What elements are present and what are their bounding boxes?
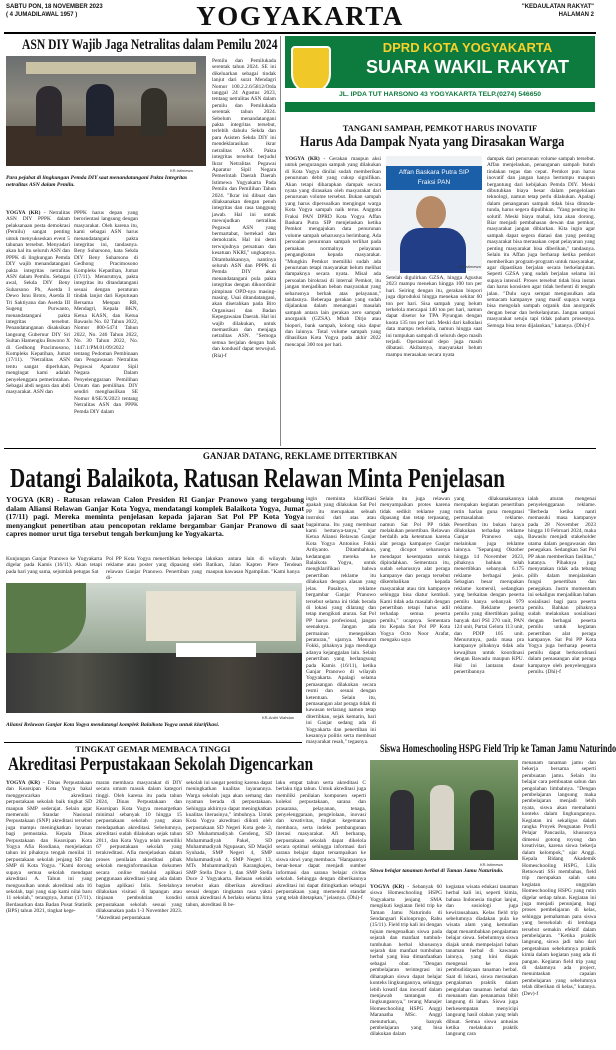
slogan: "KEDAULATAN RAKYAT" [521, 4, 594, 10]
person-body [400, 228, 466, 273]
photo-label-name: Affan Baskara Putra SIP [398, 169, 470, 176]
balaikota-caption: Aliansi Relawan Ganjar Kota Yogya mendatangi komplek Balaikota Yogya untuk klarifikasi. [6, 722, 220, 728]
perpus-kicker: TINGKAT GEMAR MEMBACA TINGGI [75, 744, 231, 754]
balaikota-headline: Datangi Balaikota, Ratusan Relawan Minta Penjelasan [10, 463, 505, 493]
dprd-logo [291, 46, 331, 94]
balaikota-kicker: GANJAR DATANG, REKLAME DITERTIBKAN [202, 451, 398, 461]
photo-label-fraction: Fraksi PAN [417, 179, 451, 186]
date-javanese: ( 4 JUMADILAWAL 1957 ) [6, 12, 78, 18]
column-divider [280, 36, 281, 446]
dateline: YOGYA (KR) [6, 780, 40, 786]
photo-person [470, 790, 494, 850]
hspg-caption: Siswa belajar tanaman herbal di Taman Jamu Naturindo. [370, 868, 504, 874]
photo-banner [176, 643, 256, 657]
photo-label-box [386, 166, 482, 190]
perpus-column-1: YOGYA (KR) - Dinas Perpustakaan dan Kearsipan Kota Yogya bakal menggencarkan akreditasi perpustakaan sekolah baik tingkat SD maupun SMP sederajat. Selain agar memenuhi Standar Nasional Perpustakaan (SNP) akreditasi tersebut juga mampu meningkatkan layanan bagi pemustaka. Kepala Dinas Perpustakaan dan Kearsipan Kota Yogya Afia Rosdiana, menjelaskan tahun ini pihaknya tengah menilai 11 perpustakaan sekolah jenjang SD dan SMP di Kota Yogya. "Kami dorong supaya semua sekolah mendapat akreditasi A. Tahun ini yang mengusulkan untuk akreditasi ada 16 sekolah, tapi yang siap kami nilai baru 11 sekolah," terangnya, Jumat (17/11). Berdasarkan data Badan Pusat Statistik (BPS) tahun 2021, tingkat kege- [6, 780, 92, 915]
balaikota-column-6: yang dilaksanakannya merupakan kegiatan penertiban rutin harian guna mengatasi permasalahan reklame. Penertiban itu bukan hanya dilakukan terhadap reklame Ganjar Pranowo saja, melainkan juga reklame lainnya. "Sepanjang Oktober hingga 14 November 2023, pihaknya bahkan telah menertibkan sebanyak 6.175 reklame berbagai jenis. Sebagian besar merupakan reklame komersil, sedangkan yang berkaitan dengan peserta pemilu hanya sebanyak 979 reklame. Reklame peserta pemilu yang ditertibkan paling banyak dari PSI 270 unit, PAN 124 unit, Partai Gelora 113 unit, dan PDIP 105 unit. Menurutnya, pada masa pra kampanye pihaknya tidak ada kewajiban untuk koordinasi dengan Bawaslu maupun KPU. Hal ini lantaran dasar penertibannya [454, 496, 524, 675]
hspg-photo [370, 760, 518, 860]
asn-headline: ASN DIY Wajib Jaga Netralitas dalam Pemilu 2024 [22, 37, 278, 53]
asn-caption: Para pejabat di lingkungan Pemda DIY saat menandatangani Pakta Integritas netralitas ASN dalam Pemilu. [6, 175, 188, 188]
sampah-column-2: Setelah digulirkan GZSA, hingga Agustus 2023 mampu menekan hingga 100 ton per hari. Seiring dengan itu, gerakan biopori juga diproduksi hingga menekan sekitar 60 ton per hari. Sisa sampah yang belum terkelola mencapai 140 ton per hari, namun dapat disetor ke TPA Piyungan dengan kuota 135 ton per hari. Meski dari kalkulasi data mampu terkelola, namun hingga saat ini tumpukan sampah di seluruh depo masih terjadi. Operasional depo juga masih dibatasi. Akibatnya, masyarakat belum mampu merasakan secara nyata [386, 275, 482, 358]
dprd-subtitle: SUARA WAKIL RAKYAT [365, 57, 569, 77]
photo-banner [26, 62, 196, 74]
section-rule [4, 742, 302, 743]
sampah-column-1: YOGYA (KR) - Gerakan maupun aksi untuk pengurangan sampah yang dilakukan di Kota Yogya dinilai sudah memberikan penurunan debit yang cukup signifikan. Akan tetapi diharapkan dampak secara nyata yang dirasakan oleh masyarakat dari penurunan volume tersebut. Bukan sampah yang harus dipersoalkan mengingat warga Kota Yogya sampah naik terus. Anggota Fraksi PAN DPRD Kota Yogya Affan Baskara Putra SIP menjelaskan ketika Pemkot mengajukan data penurunan volume sampah seharusnya berimbang. Ada persoalan penurunan sampah terlihat pada pemakan normalnya pelayanan pengangkutan kepada masyarakat. "Mungkin Pemkot memiliki sudah ada penurunan tetapi masyarakat belum melihat dampaknya secara nyata. Misal ada persoalan birokrasi di internal Pemkot, itu jangan menjadikan beban masyarakat yang seharusnya berhak atas pelayanan," tandasnya. Beberapa gerakan yang sudah dijalankan dalam menangani masalah sampah antara lain gerakan zero sampah anorganik (GZSA). Mbah Dirjo atau biopori, bank sampah, kolong sisa dapur dan lainnya. Total volume sampah yang dihasilkan Kota Yogya pada akhir 2022 mencapai 300 ton per hari. [285, 156, 381, 348]
balaikota-column-4: ingin meminta klarifikasi apakah yang dilakukan Sat Pol PP itu merupakan sebuah instruksi dari atas atau bagaimana. Itu yang membuat kami bertanya-tanya," ujar Ketua Aliansi Relawan Ganjar Kota Yogya Antonius Fokki Ardiyanto. Ditambahkan, kedatangan mereka ke Balaikota Yogya, untuk mengklarifikasi bahwa penertiban reklame itu dilakukan dengan alasan yang jelas. Pasalnya, reklame bergambar Ganjar Pranowo tersebut selama ini tidak berada di lokasi yang dilarang dan tetap mengikuti aturan. Sat Pol PP harus profesional, jangan seenaknya. Jangan ada permainan menegakkan peraturan," ujarnya. Menurut Fokki, pihaknya juga menduga adanya kejanggalan lain. Selain penertiban yang berlangsung pada Kamis (16/11), ketika Ganjar Pranowo di wilayah Yogyakarta. Apalagi selama pemasangan dilakukan secara resmi dan sesuai dengan ketentuan. Selain itu, pemasangan alat peraga tidak di kawasan terlarang namun tetap ditertibkan, sejak kemarin, hari ini Ganjar sedang ada di Yogyakarta dan penertiban ini kesannya politis serta membuat masyarakat resah," tegasnya. [306, 496, 376, 746]
asn-column-1: YOGYA (KR) - Netralitas ASN DIY PPPK dalam pelaksanaan pesta demokrasi (Pemilu) sangat penting untuk menyukseskan event 5 tahunan tersebut. Menyadari akan hal itu seluruh ASN dan PPPK di lingkungan Pemda DIY wajib menandatangani pakta integritas netralitas ASN dalam Pemilu. Sebagai awal, Sekda DIY Beny Suharsono Ph, Asetda I Dewo Isnu Broto, Asetda II Tri Saktiyana dan Asetda III Sugeng Purwanto, menandatangani pakta integritas tersebut. Penandatanganan disaksikan langsung Gubernur DIY Sri Sultan Hamengku Buwono X di Gedhong Pracimosono, Kompleks Kepatihan, Jumat (17/11). "Netralitas ASN tentu sangat diperlukan, mengingat kami adalah penyelenggara pemerintahan. Sebagai abdi negara dan abdi masyarakat. ASN dan [6, 210, 70, 396]
section-rule [4, 448, 596, 449]
sampah-photo-credit: KR-Istimewa [458, 264, 481, 269]
perpus-column-4: laku empat tahun serta akreditasi C berlaku tiga tahun. Untuk akreditasi juga memiliki penilaian komponen seperti koleksi perpustakaan, sarana dan prasarana, pelayanan, tenaga, penyelenggaraan, pengelolaan, inovasi dan kreativitas, tingkat kegemaran membaca, serta indeks pembangunan literasi masyarakat. Afi berharap, perpustakaan sekolah dapat dikelola secara optimal sehingga informasi dari sarana belajar dapat tersampaikan ke siswa siswi yang membaca. "Harapannya benar-benar dapat menjadi sumber informasi dan sarana belajar civitas sekolah. Sehingga dengan diberikannya akreditasi ini dapat ditingkatkan sebagai perpustakaan yang memenuhi standar yang telah ditetapkan," jelasnya. (Dhi)-f [276, 780, 366, 902]
balaikota-photo [6, 583, 302, 713]
dprd-address: JL. IPDA TUT HARSONO 43 YOGYAKARTA TELP.(0274) 546650 [338, 91, 542, 98]
photo-person [430, 785, 454, 850]
perpus-column-3: sekolah ini sangat penting karena dapat meningkatkan kualitas layanannya. Warga sekolah juga akan semang dan nyaman berada di perpustakaan. Sehingga akhirnya dapat meningkatkan kualitas literasinya," imbuhnya. Untuk Kota Yogya akreditasi diikuti oleh perpustakaan SD Negeri Kota gede 3, SD Muhammadiyah Gendeng, SD Muhammadiyah Pakel, SD Muhammadiyah Ngupasan, SD Masjid Syuhada, SMP Negeri 4, SMP Muhammadiyah 4, SMP Negeri 13, MTs Muhammadiyah Karangkajen, SMP Stella Duce 1, dan SMP Stella Duce 2 Yogyakarta. Belasan sekolah tersebut akan diberikan akreditasi sesuai dengan tingkatan rasa yakni untuk akreditasi A berlaku selama lima tahun, akreditasi B be- [186, 780, 272, 908]
balaikota-column-7: ialah aturan mengenai penyelenggaraan reklame. "Berbeda ketika nanti memasuki masa kampanye pada 28 November 2023 hingga 10 Februari 2024, maka Bawaslu menjadi stakeholder utama dalam pengawasan dan penegakan. Sedangkan Sat Pol PP akan memberikan fasilitas," katanya. Pihaknya juga menyatakan tidak ada tebang pilih dalam menjalankan fungsi penertiban dan penegakan. Justru momentum ini sekaligus menjadikan bahan sosialisasi bagi para peserta pemilu. Bahkan pihaknya sudah melakukan sosialisasi dengan berbagai peserta pemilu untuk kegiatan penertiban alat peraga kampanye. Sat Pol PP Kota Yogya juga berharap peserta pemilu dapat berkoordinasi dalam pemasangan alat peraga kampanye oleh penyelenggara pemilu. (Dhi)-f [528, 496, 596, 675]
balaikota-column-2: Pol PP Kota Yogya menertibkan beberapa reklame atau poster yang dipasang oleh relawan Ganjar Pranowo. Penertiban yang di- [106, 556, 202, 582]
perpus-column-2: maran membaca masyarakat di DIY secara umum masuk dalam kategori tinggi. Oleh karena itu pada tahun 2024, Dinas Perpustakaan dan Kearsipan Kota Yogya menargetkan minimal sebanyak 10 hingga 15 perpustakaan sekolah yang akan mendapatkan akreditasi. Sebelumnya, akreditasi sudah dilakukan sejak tahun 2011, dan Kota Yogya telah memiliki 67 perpustakaan sekolah yang terakreditasi. Afia menjelaskan dalam proses penilaian akreditasi pihak sekolah menginformasikan dokumen secara online melalui aplikasi penggunaan akreditasi yang ada dalam bagian aplikasi Inlis. Setelahnya dilakukan visitasi di lapangan atau tinjauan pembuktian kondisi perpustakaan sekolah sesuai yang dilaksanakan pada 1-3 November 2023. "Akreditasi perpustakaan [96, 780, 182, 921]
photo-tree [6, 583, 86, 653]
asn-photo-credit: KR-Istimewa [170, 168, 193, 173]
hspg-photo-credit: KR-Istimewa [480, 862, 503, 867]
dprd-banner [285, 36, 595, 112]
balaikota-column-1: Kunjungan Ganjar Pranowo ke Yogyakarta digelar pada Kamis (16/11). Akan tetapi pada hari yang sama, sejumlah petugas Sat [6, 556, 102, 575]
hspg-headline: Siswa Homeschooling HSPG Field Trip ke Taman Jamu Naturindo [380, 743, 616, 755]
date-line [6, 3, 103, 19]
date-gregorian: SABTU PON, 18 NOVEMBER 2023 [6, 4, 103, 10]
sampah-headline: Harus Ada Dampak Nyata yang Dirasakan Warga [300, 134, 565, 150]
sampah-column-3: dampak dari penurunan volume sampah tersebut. Affan menjelaskan, penanganan sampah butuh tindakan tegas dan cepat. Pemkot pun harus inovatif dan jangan hanya bertumpu maupun bergantung dari kebijakan Pemda DIY. Meski dibutuhkan biaya besar dalam pengelolaan teknologi, namun tetap perlu dilakukan. Apalagi dalam penanganan sampah tidak bisa ditunda-tunda, harus segera dipulihkan. "Yang penting itu solutif. Meski biaya mahal, kita akan dorong. Biar menjadi pembahasan dewan dan pemkot, masyarakat jangan dibiarkan. Kita ingin agar sampah dapat segera diatasi dan yang penting masyarakat bisa merasakan cepat pelayanan yang penting masyarakat bisa diberikan," tandasnya. Selain itu Affan juga berharap ketika pemkot memberikan program-program untuk masyarakat, agar dipastikan berjalan secara berkelanjutan. Seperti GZSA yang sudah berjalan selama ini supaya intensif. Proses tersebut tidak bisa instan dan harus konsisten agar tidak berhenti di tengah jalan. "Dulu saya sempat mengusulkan ada semacam kampanye yang masif supaya warga bisa mengolah sampah organik dan anorganik dengan benar dan berkelanjutan. Jangan sampai masyarakat setuju tapi tidak paham prosesnya. Semoga bisa terus dijalankan," katanya. (Dhi)-f [487, 156, 595, 329]
section-title: YOGYAKARTA [196, 1, 404, 31]
hspg-column-3: menanam tanaman jamu dan bekerja bersama seperti pembuatan jamu. Selain itu belajar cara pembuatan sabun dan pengolahan limbahnya. "Dengan pembelajaran langsung maka pembelajaran menjadi lebih nyata, siswa akan memahami konteks dalam lingkungannya. Kegiatan ini sekaligus dalam rangka Proyek Penguatan Profil Pelajar Pancasila, khususnya dimensi gotong royong dan kreativitas, karena siswa bekerja dalam kelompok," ujar Anggi. Kepala Bidang Akademik Homeschooling HSPG, Lilis Retnowati SSi membahas, field trip merupakan salah satu kegiatan unggulan Homeschooling HSPG yang rutin digelar setiap tahun. Kegiatan ini juga menjadi penunjang bagi proses pembelajaran di kelas, sehingga pemahaman para siswa yang bersekolah di lembaga tersebut semakin efektif dalam pembelajaran. "Ketika praktik langsung, siswa jadi tahu dari pengetahuan sebelumnya praktik kimia dalam kegiatan yang ada di pangan. Kegiatan field trip yang di dalamnya ada project, menuntaskan capaian pembelajaran yang sebelumnya telah diberikan di kelas," katanya. (Dev)-f [522, 760, 596, 997]
photo-crowd [6, 653, 302, 713]
balaikota-column-5: Selain itu juga relawan menyampaikan protes karena tidak sedikit reklame yang dipasang dan tetap terpasang, namun Sat Pol PP tidak melakukan penertiban. Relawan berdalih ada ketentuan karena alat peraga kampanye Ganjar yang dicopot seharusnya mendapat kesempatan untuk dipindahkan. Sementara itu, sudah seharusnya alat peraga kampanye dan peraga tersebut dikembalikan kepada masyarakat atau tim kampanye sehingga bisa diatur kembali. Kami tidak ada masalah dengan penertiban tetapi harus adil terhadap semua peserta pemilu," ucapnya. Sementara itu Kepala Sat Pol PP Kota Yogya Octo Noor Arafat, mengaku saya [380, 496, 450, 643]
hspg-column-1: YOGYA (KR) - Sebanyak 60 siswa Homeschooling HSPG Yogyakarta jenjang SMA mengikuti kegiatan field trip ke Taman Jamu Naturindo di Sendangsari Kulonprogo, Rabu (15/11). Field trip kali ini dengan tujuan mengenalkan siswa pada sejarah dan manfaat tumbuh-tumbuhan herbal khususnya sejarah dan manfaat tumbuhan herbal yang bisa dimanfaatkan sebagai obat. "Dengan pembelajaran terintegrasi ini diharapkan siswa dapat belajar konteks lingkungannya, sehingga lebih kreatif dan inovatif dalam menjawab tantangan di lingkungannya," terang Manajer Homeschooling HSPG Anggi Maranatha MSc. Anggi menuturkan, banyak pembelajaran yang bisa dilakukan dalam [370, 884, 443, 1038]
balaikota-photo-credit: KR-Ardhi Wahdan [262, 715, 295, 720]
asn-photo [6, 56, 206, 166]
balaikota-column-3: lakukan antara lain di wilayah Jalan Batikan, Jalan Kapten Piere Tendean maupun kawasan Ngampilan. "Kami hanya [206, 556, 302, 575]
dateline: YOGYA (KR) [285, 156, 320, 162]
person-head [416, 196, 446, 230]
masthead-rule [4, 32, 596, 34]
sampah-photo [386, 156, 482, 271]
page-info [522, 3, 594, 19]
dprd-title: DPRD KOTA YOGYAKARTA [382, 40, 553, 55]
dprd-address-bar [285, 88, 595, 102]
sampah-kicker: TANGANI SAMPAH, PEMKOT HARUS INOVATIF [342, 123, 538, 133]
asn-column-2: PPPK harus depan yang berorientasi langsung dengan masyarakat. Oleh karena itu, kami sebagai ASN harus menandatangani pakta integritas ini, tandasnya. Beny Suharsono, kata Sekda DIY Beny Suharsono di Gedhong Pracimosono Kompleks Kepatihan, Jumat (17/11). Menurutnya, pakta integritas itu ditandatangani sesuai dengan peraturan tindak lanjut dari Keputusan Bersama Menpan RB, Mendagri, Kepala BKN, Ketua KASN, dan Ketua Bawaslu No. 02 Tahun 2022, Nomor 800-5474 Tahun 2022, No. 246 Tahun 2022, No. 30 Tahun 2022, No. 1447.1/PM.01/09/2022 tentang Pedoman Pembinaan dan Pengawasan Netralitas Pegawai Aparatur Sipil Negara Dalam Penyelenggaraan Pemilihan Umum dan pemilihan. DIY sendiri menghasilkan SE Nomor 8/SE/X/2023 tentang Netralitas ASN dan PPPK Pemda DIY dalam [74, 210, 138, 415]
balaikota-lead: YOGYA (KR) - Ratusan relawan Calon Presiden RI Ganjar Pranowo yang tergabung dalam Aliansi Relawan Ganjar Kota Yogya, mendatangi komplek Balaikota Yogya, Jumat (17/11) pagi. Mereka meminta penjelasan kepada jajaran Sat Pol PP Kota Yogya menyangkut penertiban atau pencopotan reklame bergambar Ganjar Pranowo di saat capres nomor urut tiga tersebut tengah berkunjung ke Yogyakarta. [6, 495, 304, 539]
hspg-column-2: kegiatan wisata edukasi tanaman herbal kali ini, seperti kimia, bahasa Indonesia tingkat lanjut, dan sosiologi juga kewirausahaan. Kelas field trip sebelumnya diadakan pula ke wisata alam yang kemudian dapat menambahkan pengalaman belajar siswa. Sebelumnya siswa diajak untuk mempelajari bahan tanaman herbal di kawasan lainnya, yang kini diajak mengenal ke area pembudidayaan tanaman herbal. Saat di lokasi, siswa merasakan pengalaman praktik dalam pengolahan tanaman herbal dan menanam dan penanaman bibit langsung di lahan. Siswa juga berkesempatan menyicipi langsung hasil olahan yang telah dibuat. Semua siswa antusias ketika melakukan praktik langsung cara [446, 884, 518, 1038]
asn-column-3: Pemilu dan Pemilukada serentak tahun 2024. SE ini dikeluarkan sebagai tindak lanjut dari surat Mendagri Nomor 100.2.2.6/5812/Otda tanggal 24 Agustus 2023, tentang netralitas ASN dalam pemilu dan Pemilukada serentak tahun 2024. Sebelum menandatangani pakta integritas tersebut, terlebih dahulu Sekda dan para Asisten Sekda DIY ini mendeklarasikan ikrar netralitas ASN. Pakta integritas tersebut berjudul Ikrar Netralitas Pegawai Aparatur Sipil Negara Pemerintah Daerah Daerah Istimewa Yogyakarta Pada Pemilu dan Pemilihan Tahun 2024. "Ikrar ini dibuat dan dilaksanakan dengan penuh integritas dan rasa tanggung jawab. Hal ini untuk mewujudkan netralitas Pegawai ASN yang bermartabat, bertekad dan demokratis. Hal ini demi terwujudnya persatuan dan kesatuan NKRI," ungkapnya. Ditambahkannya, nantinya seluruh ASN dan PPPK di Pemda DIY akan menandatangani pula pakta integritas dengan dikoordinir pimpinan OPD-nya masing-masing. Usai ditandatangani, akan diserahkan pada Biro Organisasi dan Badan Kepegawaian Daerah. Hal ini wajib dilakukan, untuk memastikan dan menjaga netralitas ASN. "Semoga semua berjalan dengan baik dan kondusif dapat terwujud. (Ria)-f [212, 58, 276, 359]
dateline: YOGYA (KR) [6, 210, 41, 216]
photo-person [36, 86, 62, 136]
photo-person [86, 84, 114, 136]
photo-person [390, 790, 414, 850]
photo-building [146, 591, 296, 641]
page-number: HALAMAN 2 [558, 12, 594, 18]
dateline: YOGYA (KR) [370, 884, 405, 890]
photo-person [141, 88, 167, 136]
perpus-headline: Akreditasi Perpustakaan Sekolah Digencarkan [8, 754, 314, 775]
